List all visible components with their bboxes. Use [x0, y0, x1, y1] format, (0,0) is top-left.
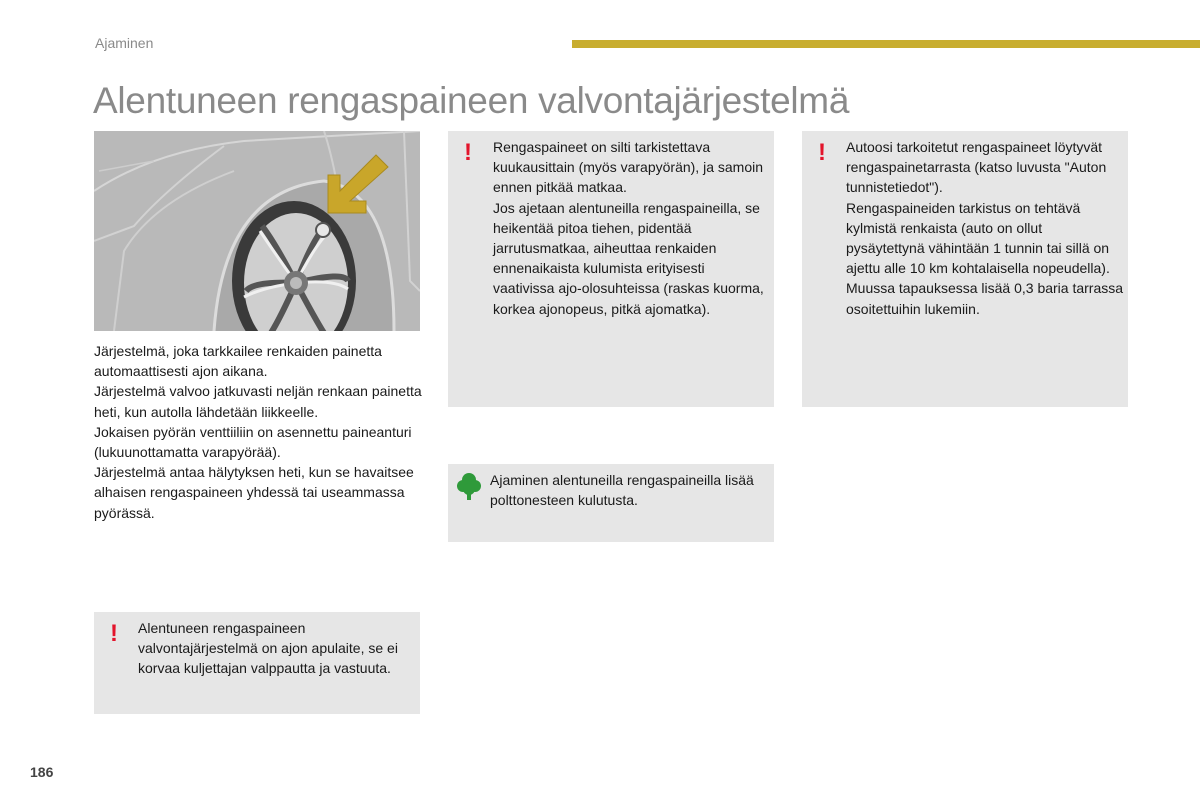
section-label: Ajaminen: [95, 35, 154, 51]
tyre-valve-arrow-illustration: [94, 131, 420, 331]
eco-tip-box: [448, 464, 774, 542]
warning-text: Alentuneen rengaspaineen valvontajärjestelmä on ajon apulaite, se ei korvaa kuljettajan valppautta ja vastuuta.: [138, 620, 398, 677]
warning-exclamation-icon: !: [818, 139, 826, 166]
eco-text: Ajaminen alentuneilla rengaspaineilla lisää polttonesteen kulutusta.: [490, 472, 754, 509]
warning-exclamation-icon: !: [110, 620, 118, 647]
warning-box-pressure-label: [802, 131, 1128, 407]
intro-paragraph: Järjestelmä, joka tarkkailee renkaiden painetta automaattisesti ajon aikana. Järjestelmä valvoo jatkuvasti neljän renkaan painetta heti, kun autolla lähdetään liikkeelle. Jokaisen pyörän venttiiliin on asennettu paineanturi (lukuunottamatta varapyörää). Järjestelmä antaa hälytyksen heti, kun se havaitsee alhaisen rengaspaineen yhdessä tai useammassa pyörässä.: [94, 343, 422, 521]
page-number: 186: [30, 764, 54, 780]
page-title: Alentuneen rengaspaineen valvontajärjestelmä: [93, 80, 850, 121]
tyre-illustration: [94, 131, 420, 331]
warning-box-check-pressures: [448, 131, 774, 407]
eco-tree-icon: [457, 472, 481, 502]
warning-box-assist: [94, 612, 420, 714]
warning-text: Autoosi tarkoitetut rengaspaineet löytyvät rengaspainetarrasta (katso luvusta "Auton tunnistetiedot"). Rengaspaineiden tarkistus on tehtävä kylmistä renkaista (auto on ollut pysäytettynä vähintään 1 tunnin tai sillä on ajettu alle 10 km kohtalaisella nopeudella). Muussa tapauksessa lisää 0,3 baria tarrassa osoitettuihin lukemiin.: [846, 139, 1124, 317]
warning-text: Rengaspaineet on silti tarkistettava kuukausittain (myös varapyörän), ja samoin ennen pitkää matkaa. Jos ajetaan alentuneilla rengaspaineilla, se heikentää pitoa tiehen, pidentää jarrutusmatkaa, aiheuttaa renkaiden ennenaikaista kulumista erityisesti vaativissa ajo-olosuhteissa (raskas kuorma, korkea ajonopeus, pitkä ajomatka).: [493, 139, 764, 317]
header-accent-bar: [572, 40, 1200, 48]
warning-exclamation-icon: !: [464, 139, 472, 166]
